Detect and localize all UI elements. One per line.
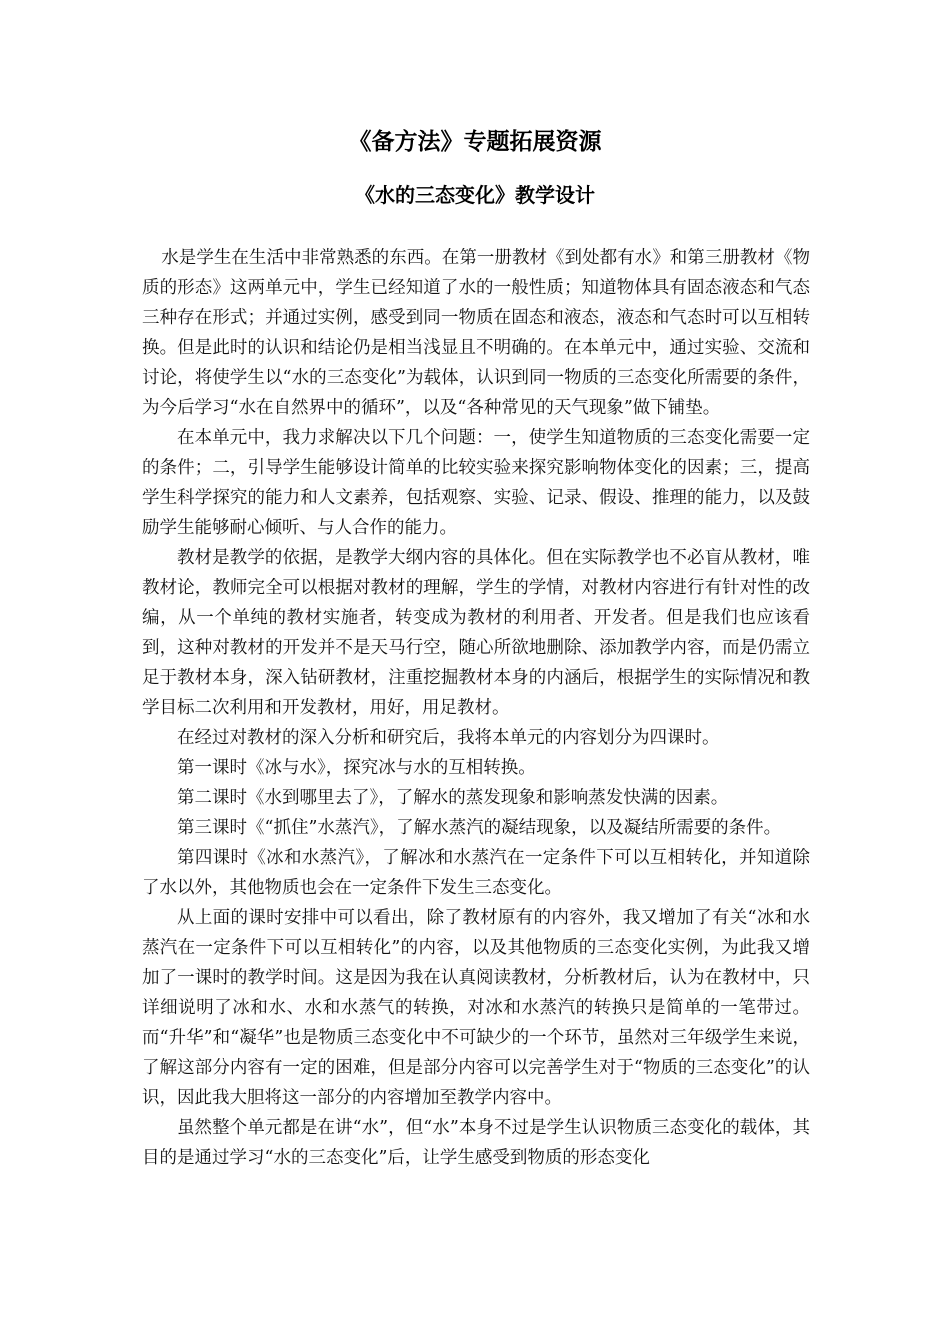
document-title: 《备方法》专题拓展资源	[348, 129, 602, 155]
document-subtitle: 《水的三态变化》教学设计	[355, 183, 595, 207]
document-body	[142, 243, 810, 1173]
paragraph-rationale: 从上面的课时安排中可以看出，除了教材原有的内容外，我又增加了有关“冰和水蒸汽在一定条件下可以互相转化”的内容，以及其他物质的三态变化实例，为此我又增加了一课时的教学时间。这是因为我在认真阅读教材，分析教材后，认为在教材中，只详细说明了冰和水、水和水蒸气的转换，对冰和水蒸汽的转换只是简单的一笔带过。而“升华”和“凝华”也是物质三态变化中不可缺少的一个环节，虽然对三年级学生来说，了解这部分内容有一定的困难，但是部分内容可以完善学生对于“物质的三态变化”的认识，因此我大胆将这一部分的内容增加至教学内容中。	[142, 908, 810, 1108]
paragraph-lesson-1: 第一课时《冰与水》，探究冰与水的互相转换。	[177, 758, 536, 778]
paragraph-lesson-4: 第四课时《冰和水蒸汽》，了解冰和水蒸汽在一定条件下可以互相转化，并知道除了水以外，其他物质也会在一定条件下发生三态变化。	[142, 848, 810, 898]
paragraph-lesson-plan: 在经过对教材的深入分析和研究后，我将本单元的内容划分为四课时。	[177, 728, 720, 748]
paragraph-lesson-2: 第二课时《水到哪里去了》，了解水的蒸发现象和影响蒸发快满的因素。	[177, 788, 729, 808]
paragraph-goals: 在本单元中，我力求解决以下几个问题：一，使学生知道物质的三态变化需要一定的条件；二，引导学生能够设计简单的比较实验来探究影响物体变化的因素；三，提高学生科学探究的能力和人文素养，包括观察、实验、记录、假设、推理的能力，以及鼓励学生能够耐心倾听、与人合作的能力。	[142, 428, 810, 538]
paragraph-intro: 水是学生在生活中非常熟悉的东西。在第一册教材《到处都有水》和第三册教材《物质的形态》这两单元中，学生已经知道了水的一般性质；知道物体具有固态液态和气态三种存在形式；并通过实例，感受到同一物质在固态和液态，液态和气态时可以互相转换。但是此时的认识和结论仍是相当浅显且不明确的。在本单元中，通过实验、交流和讨论，将使学生以“水的三态变化”为载体，认识到同一物质的三态变化所需要的条件，为今后学习“水在自然界中的循环”，以及“各种常见的天气现象”做下铺垫。	[142, 248, 810, 418]
paragraph-conclusion: 虽然整个单元都是在讲“水”，但“水”本身不过是学生认识物质三态变化的载体，其目的是通过学习“水的三态变化”后，让学生感受到物质的形态变化	[142, 1118, 810, 1168]
paragraph-lesson-3: 第三课时《“抓住”水蒸汽》，了解水蒸汽的凝结现象，以及凝结所需要的条件。	[177, 818, 782, 838]
paragraph-textbook: 教材是教学的依据，是教学大纲内容的具体化。但在实际教学也不必盲从教材，唯教材论，教师完全可以根据对教材的理解，学生的学情，对教材内容进行有针对性的改编，从一个单纯的教材实施者，转变成为教材的利用者、开发者。但是我们也应该看到，这种对教材的开发并不是天马行空，随心所欲地删除、添加教学内容，而是仍需立足于教材本身，深入钻研教材，注重挖掘教材本身的内涵后，根据学生的实际情况和教学目标二次利用和开发教材，用好，用足教材。	[142, 548, 810, 718]
